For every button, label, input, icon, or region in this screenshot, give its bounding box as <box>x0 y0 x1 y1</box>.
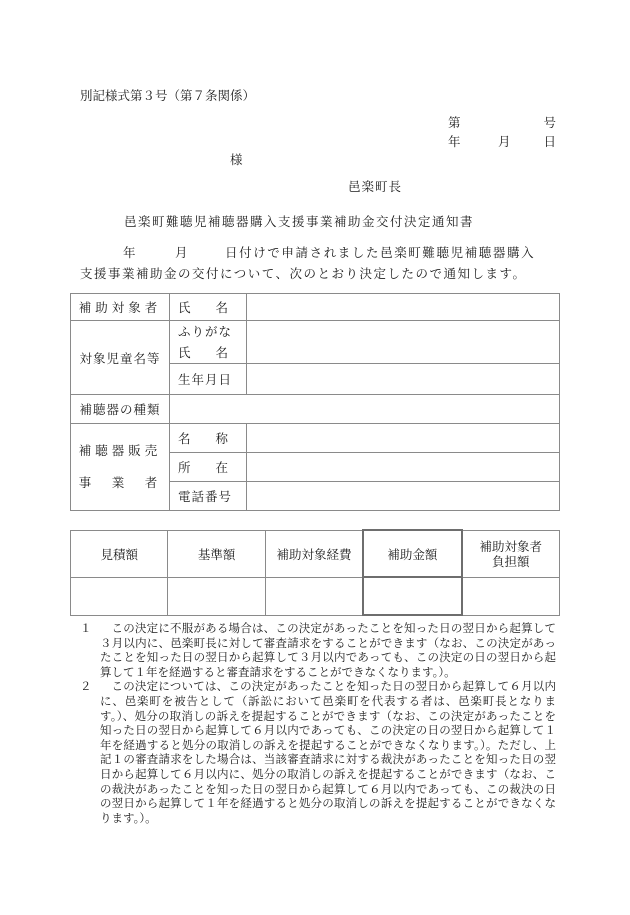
standard-amount-header: 基準額 <box>168 530 265 577</box>
standard-amount-value <box>168 577 265 615</box>
birthdate-value <box>247 364 560 395</box>
birthdate-label: 生年月日 <box>170 364 247 395</box>
body-line-2: 支援事業補助金の交付について、次のとおり決定したので通知します。 <box>80 266 527 281</box>
applicant-name-value <box>247 294 560 321</box>
seller-label-line-2: 事 業 者 <box>78 475 162 490</box>
addressee-suffix: 様 <box>230 152 243 167</box>
table-row <box>71 424 560 453</box>
seller-phone-label: 電話番号 <box>170 482 247 511</box>
amount-table <box>70 529 560 616</box>
date-year-label: 年 <box>448 134 461 149</box>
number-prefix: 第 <box>448 115 461 130</box>
seller-phone-value <box>247 482 560 511</box>
device-type-label: 補聴器の種類 <box>71 395 170 424</box>
applicant-label: 補助対象者 <box>71 294 170 321</box>
seller-name-label: 名 称 <box>170 424 247 453</box>
table-row <box>71 395 560 424</box>
estimate-header: 見積額 <box>71 530 168 577</box>
recipient-info-table <box>70 293 560 511</box>
subsidy-amount-value <box>363 577 461 615</box>
issuer: 邑楽町長 <box>348 179 403 194</box>
child-name-value <box>247 321 560 364</box>
note-text: この決定に不服がある場合は、この決定があったことを知った日の翌日から起算して３月以内に、邑楽町長に対して審査請求をすることができます（なお、この決定があったことを知った日の翌日から起算して３月以内であっても、この決定の日の翌日から起算して１年を経過すると審査請求をすることができなくなります。）。 <box>100 621 556 679</box>
estimate-value <box>71 577 168 615</box>
furigana-label: ふりがな <box>170 321 247 342</box>
note-item-2 <box>80 679 556 825</box>
child-name-label: 氏 名 <box>170 341 247 364</box>
eligible-expense-header: 補助対象経費 <box>265 530 363 577</box>
note-number: １ <box>80 621 92 635</box>
table-row <box>71 294 560 321</box>
eligible-expense-value <box>265 577 363 615</box>
table-row <box>71 321 560 342</box>
seller-label-line-1: 補聴器販売 <box>78 443 162 458</box>
document-title: 邑楽町難聴児補聴器購入支援事業補助金交付決定通知書 <box>124 214 475 229</box>
seller-address-label: 所 在 <box>170 453 247 482</box>
notes-section <box>80 621 556 825</box>
note-number: ２ <box>80 679 92 694</box>
body-line-1-text: 日付けで申請されました邑楽町難聴児補聴器購入 <box>225 245 536 260</box>
device-type-value <box>170 395 560 424</box>
seller-name-value <box>247 424 560 453</box>
date-day-label: 日 <box>543 134 556 149</box>
seller-address-value <box>247 453 560 482</box>
number-suffix: 号 <box>543 115 556 130</box>
applicant-burden-value <box>462 577 560 615</box>
note-text: この決定については、この決定があったことを知った日の翌日から起算して６月以内に、邑楽町を被告として（訴訟において邑楽町を代表する者は、邑楽町長となります。）、処分の取消しの訴えを提起することができます（なお、この決定があったことを知った日の翌日から起算して６月以内であっても、この決定の日の翌日から起算して１年を経過すると処分の取消しの訴えを提起することができなくなります。）。ただし、上記１の審査請求をした場合は、当該審査請求に対する裁決があったことを知った日の翌日から起算して６月以内に、処分の取消しの訴えを提起することができます（なお、この裁決があったことを知った日の翌日から起算して６月以内であっても、この裁決の日の翌日から起算して１年を経過すると処分の取消しの訴えを提起することができなくなります。）。 <box>100 679 556 825</box>
applicant-name-label: 氏 名 <box>170 294 247 321</box>
amount-value-row <box>71 577 560 615</box>
note-item-1 <box>80 621 556 679</box>
applicant-burden-header: 補助対象者 負担額 <box>462 530 560 577</box>
amount-header-row <box>71 530 560 577</box>
child-label: 対象児童名等 <box>71 321 170 395</box>
body-month-label: 月 <box>175 245 190 260</box>
date-month-label: 月 <box>498 134 511 149</box>
body-year-label: 年 <box>123 245 138 260</box>
form-label: 別記様式第３号（第７条関係） <box>80 88 256 103</box>
subsidy-amount-header: 補助金額 <box>363 530 461 577</box>
seller-label <box>71 424 170 511</box>
